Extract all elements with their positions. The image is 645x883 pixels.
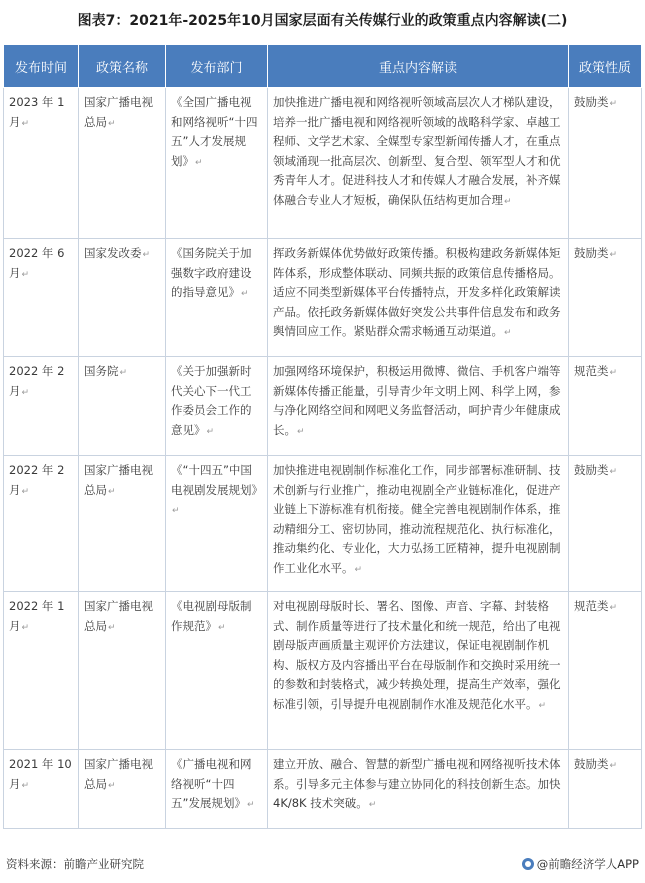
cell-nature: 规范类↵ (569, 357, 642, 456)
table-row (4, 592, 642, 750)
cell-department: 国务院↵ (79, 357, 166, 456)
qianzhan-logo-icon (522, 858, 534, 870)
table-header-row (4, 45, 642, 88)
cell-nature: 鼓励类↵ (569, 88, 642, 239)
cell-date: 2023 年 1月↵ (4, 88, 79, 239)
cell-policy-name: 《电视剧母版制作规范》↵ (166, 592, 268, 750)
cell-department: 国家广播电视总局↵ (79, 592, 166, 750)
cell-content: 建立开放、融合、智慧的新型广播电视和网络视听技术体系。引导多元主体参与建立协同化的科技创新生态。加快 4K/8K 技术突破。↵ (268, 750, 569, 829)
cell-department: 国家发改委↵ (79, 239, 166, 357)
header-date: 发布时间 (4, 45, 79, 88)
policy-table (3, 44, 642, 829)
cell-nature: 鼓励类↵ (569, 456, 642, 592)
table-row (4, 88, 642, 239)
cell-date: 2022 年 6月↵ (4, 239, 79, 357)
cell-content: 对电视剧母版时长、署名、图像、声音、字幕、封装格式、制作质量等进行了技术量化和统一规范，给出了电视剧母版声画质量主观评价方法建议，保证电视剧制作机构、版权方及内容播出平台在母版制作和交换时采用统一的参数和封装格式，减少转换处理，提高生产效率，强化标准引领，引导提升电视剧制作水准及规范化水平。↵ (268, 592, 569, 750)
cell-date: 2022 年 1月↵ (4, 592, 79, 750)
source-note: 资料来源：前瞻产业研究院 (6, 857, 144, 871)
cell-department: 国家广播电视总局↵ (79, 456, 166, 592)
cell-policy-name: 《全国广播电视和网络视听“十四五”人才发展规划》↵ (166, 88, 268, 239)
cell-date: 2021 年 10月↵ (4, 750, 79, 829)
brand-credit (522, 856, 639, 872)
page-title: 图表7：2021年-2025年10月国家层面有关传媒行业的政策重点内容解读(二) (77, 13, 568, 29)
table-row (4, 456, 642, 592)
cell-date: 2022 年 2月↵ (4, 456, 79, 592)
cell-policy-name: 《广播电视和网络视听“十四五”发展规划》↵ (166, 750, 268, 829)
header-nature: 政策性质 (569, 45, 642, 88)
header-department: 发布部门 (166, 45, 268, 88)
header-policy-name: 政策名称 (79, 45, 166, 88)
cell-policy-name: 《关于加强新时代关心下一代工作委员会工作的意见》↵ (166, 357, 268, 456)
cell-date: 2022 年 2月↵ (4, 357, 79, 456)
table-row (4, 750, 642, 829)
cell-content: 加强网络环境保护，积极运用微博、微信、手机客户端等新媒体传播正能量，引导青少年文明上网、科学上网，参与净化网络空间和网吧义务监督活动，呵护青少年健康成长。↵ (268, 357, 569, 456)
cell-nature: 鼓励类↵ (569, 750, 642, 829)
table-row (4, 357, 642, 456)
cell-department: 国家广播电视总局↵ (79, 88, 166, 239)
cell-policy-name: 《“十四五”中国电视剧发展规划》↵ (166, 456, 268, 592)
cell-content: 加快推进电视剧制作标准化工作，同步部署标准研制、技术创新与行业推广，推动电视剧全产业链标准化，促进产业链上下游标准有机衔接。健全完善电视剧制作体系，推动精细分工、密切协同，推动流程规范化、执行标准化，推动集约化、专业化，大力弘扬工匠精神，提升电视剧制作工业化水平。↵ (268, 456, 569, 592)
cell-policy-name: 《国务院关于加强数字政府建设的指导意见》↵ (166, 239, 268, 357)
cell-content: 挥政务新媒体优势做好政策传播。积极构建政务新媒体矩阵体系，形成整体联动、同频共振的政策信息传播格局。适应不同类型新媒体平台传播特点，开发多样化政策解读产品。依托政务新媒体做好突发公共事件信息发布和政务舆情回应工作。紧贴群众需求畅通互动渠道。↵ (268, 239, 569, 357)
brand-credit-text: @前瞻经济学人APP (536, 857, 639, 871)
cell-nature: 规范类↵ (569, 592, 642, 750)
cell-department: 国家广播电视总局↵ (79, 750, 166, 829)
cell-content: 加快推进广播电视和网络视听领域高层次人才梯队建设，培养一批广播电视和网络视听领域的战略科学家、卓越工程师、文学艺术家、全媒型专家型新闻传播人才，在重点领域涌现一批高层次、创新型、复合型、领军型人才和优秀青年人才。促进科技人才和传媒人才融合发展，补齐媒体融合专业人才短板，确保队伍结构更加合理↵ (268, 88, 569, 239)
cell-nature: 鼓励类↵ (569, 239, 642, 357)
table-row (4, 239, 642, 357)
header-content: 重点内容解读 (268, 45, 569, 88)
